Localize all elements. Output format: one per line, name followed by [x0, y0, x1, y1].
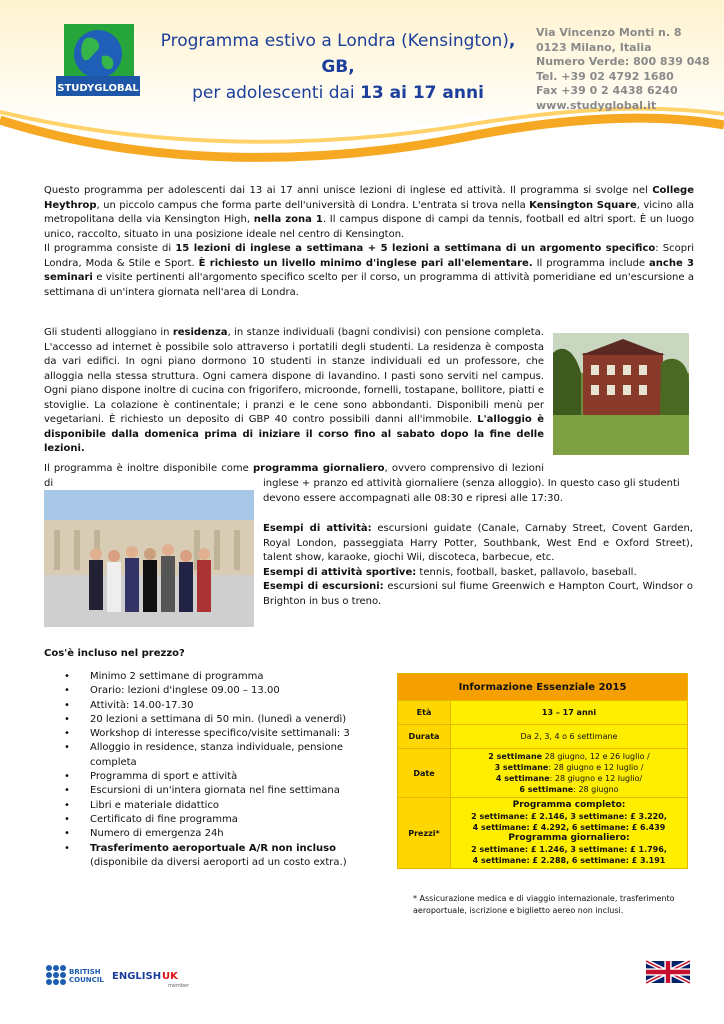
svg-text:COUNCIL: COUNCIL: [69, 976, 104, 984]
included-heading: Cos'è incluso nel prezzo?: [44, 648, 185, 659]
list-item: • Workshop di interesse specifico/visite settimanali: 3: [90, 727, 390, 741]
list-item: • Alloggio in residence, stanza individuale, pensione completa: [90, 741, 390, 770]
list-item: • Escursioni di un'intera giornata nel fine settimana: [90, 784, 390, 798]
daily-paragraph-rest: inglese + pranzo ed attività giornaliere (senza alloggio). In questo caso gli studenti devono essere accompagnati alle 08:30 e ripresi alle 17:30.: [263, 478, 680, 504]
list-item: • Certificato di fine programma: [90, 813, 390, 827]
list-item: • Orario: lezioni d'inglese 09.00 – 13.00: [90, 684, 390, 698]
svg-text:BRITISH: BRITISH: [69, 968, 101, 976]
uk-flag-icon: [646, 958, 690, 986]
studyglobal-logo: [42, 20, 152, 102]
svg-text:UK: UK: [162, 971, 178, 982]
included-list: [44, 670, 390, 870]
list-item: • Programma di sport e attività: [90, 770, 390, 784]
residence-paragraph: Gli studenti alloggiano in residenza, in stanze individuali (bagni condivisi) con pensione completa. L'accesso ad internet è possibile solo attraverso i portatili degli studenti. La residenza è composta da vari edifici. In ogni piano dormono 10 studenti in stanze individuali ed un professore, che alloggia nella stessa struttura. Ogni camera dispone di lavandino. I pasti sono serviti nel campus. Ogni piano dispone inoltre di cucina con frigorifero, microonde, fornelli, tostapane, bollitore, piatti e stoviglie. La colazione è continentale; i pranzi e le cene sono abbondanti. Disponibili menù per vegetariani. È richiesto un deposito di GBP 40 contro possibili danni all'immobile. L'alloggio è disponibile dalla domenica prima di iniziare il corso fino al sabato dopo la fine delle lezioni.: [44, 327, 544, 454]
list-item: • Attività: 14.00-17.30: [90, 699, 390, 713]
svg-text:ENGLISH: ENGLISH: [112, 971, 162, 982]
activity-examples: Esempi di attività: escursioni guidate (Canale, Carnaby Street, Covent Garden, Royal London, passeggiata Harry Potter, Southbank, West End e Oxford Street), talent show, karaoke, giochi Wii, discoteca, barbecue, etc. Esempi di attività sportive: tennis, football, basket, pallavolo, baseball. Esempi di escursioni: escursioni sul fiume Greenwich e Hampton Court, Windsor o Brighton in bus o treno.: [263, 523, 693, 607]
info-table: Informazione Essenziale 2015 Età 13 – 17 anni Durata Da 2, 3, 4 o 6 settimane Date 2 settimane 28 giugno, 12 e 26 luglio / 3 settimane: 28 giugno e 12 luglio / 4 settimane: 28 giugno e 12 luglio/ 6 settimane: 28 giugno Prezzi* Programma completo: 2 settimane: £ 2.146, 3 settimane: £ 3.220, 4 settimane: £ 4.292, 6 settimane: £ 6.439 Programma giornaliero: 2 settimane: £ 1.246, 3 settimane: £ 1.796, 4 settimane: £ 2.288, 6 settimane: £ 3.191: [397, 673, 688, 869]
contact-address: Via Vincenzo Monti n. 8 0123 Milano, Italia Numero Verde: 800 839 048 Tel. +39 02 4792 1680 Fax +39 0 2 4438 6240 www.studyglobal.it: [536, 26, 710, 112]
college-building-photo: [553, 333, 689, 455]
list-item: • Numero di emergenza 24h: [90, 827, 390, 841]
logo-text: STUDYGLOBAL: [57, 83, 139, 94]
list-item: • Minimo 2 settimane di programma: [90, 670, 390, 684]
intro-paragraph: Questo programma per adolescenti dai 13 ai 17 anni unisce lezioni di inglese ed attività. Il programma si svolge nel College Heythrop, un piccolo campus che forma parte dell'università di Londra. L'entrata si trova nella Kensington Square, vicino alla metropolitana della via Kensington High, nella zona 1. Il campus dispone di campi da tennis, football ed altri sport. È un luogo unico, raccolto, situato in una posizione ideale nel centro di Kensington. Il programma consiste di 15 lezioni di inglese a settimana + 5 lezioni a settimana di un argomento specifico: Scopri Londra, Moda & Stile e Sport. È richiesto un livello minimo d'inglese pari all'elementare. Il programma include anche 3 seminari e visite pertinenti all'argomento specifico scelto per il corso, un programma di attività pomeridiane ed un'escursione a settimana di un'intera giornata nell'area di Londra.: [44, 185, 695, 298]
list-item: • Trasferimento aeroportuale A/R non incluso (disponibile da diversi aeroporti ad un costo extra.): [90, 842, 390, 871]
daily-paragraph-intro: Il programma è inoltre disponibile come programma giornaliero, ovvero comprensivo di lezioni di: [44, 463, 545, 489]
page-title: Programma estivo a Londra (Kensington), GB, per adolescenti dai 13 ai 17 anni: [160, 31, 516, 103]
list-item: • Libri e materiale didattico: [90, 799, 390, 813]
students-group-photo: [44, 490, 254, 627]
price-note: * Assicurazione medica e di viaggio internazionale, trasferimento aeroportuale, iscrizione e biglietto aereo non inclusi.: [413, 894, 675, 915]
list-item: • 20 lezioni a settimana di 50 min. (lunedì a venerdì): [90, 713, 390, 727]
footer-logos: [44, 962, 194, 988]
website-link[interactable]: www.studyglobal.it: [536, 98, 657, 112]
british-council-icon: [46, 965, 66, 985]
info-table-title: Informazione Essenziale 2015: [398, 674, 688, 701]
svg-text:member: member: [168, 983, 190, 988]
